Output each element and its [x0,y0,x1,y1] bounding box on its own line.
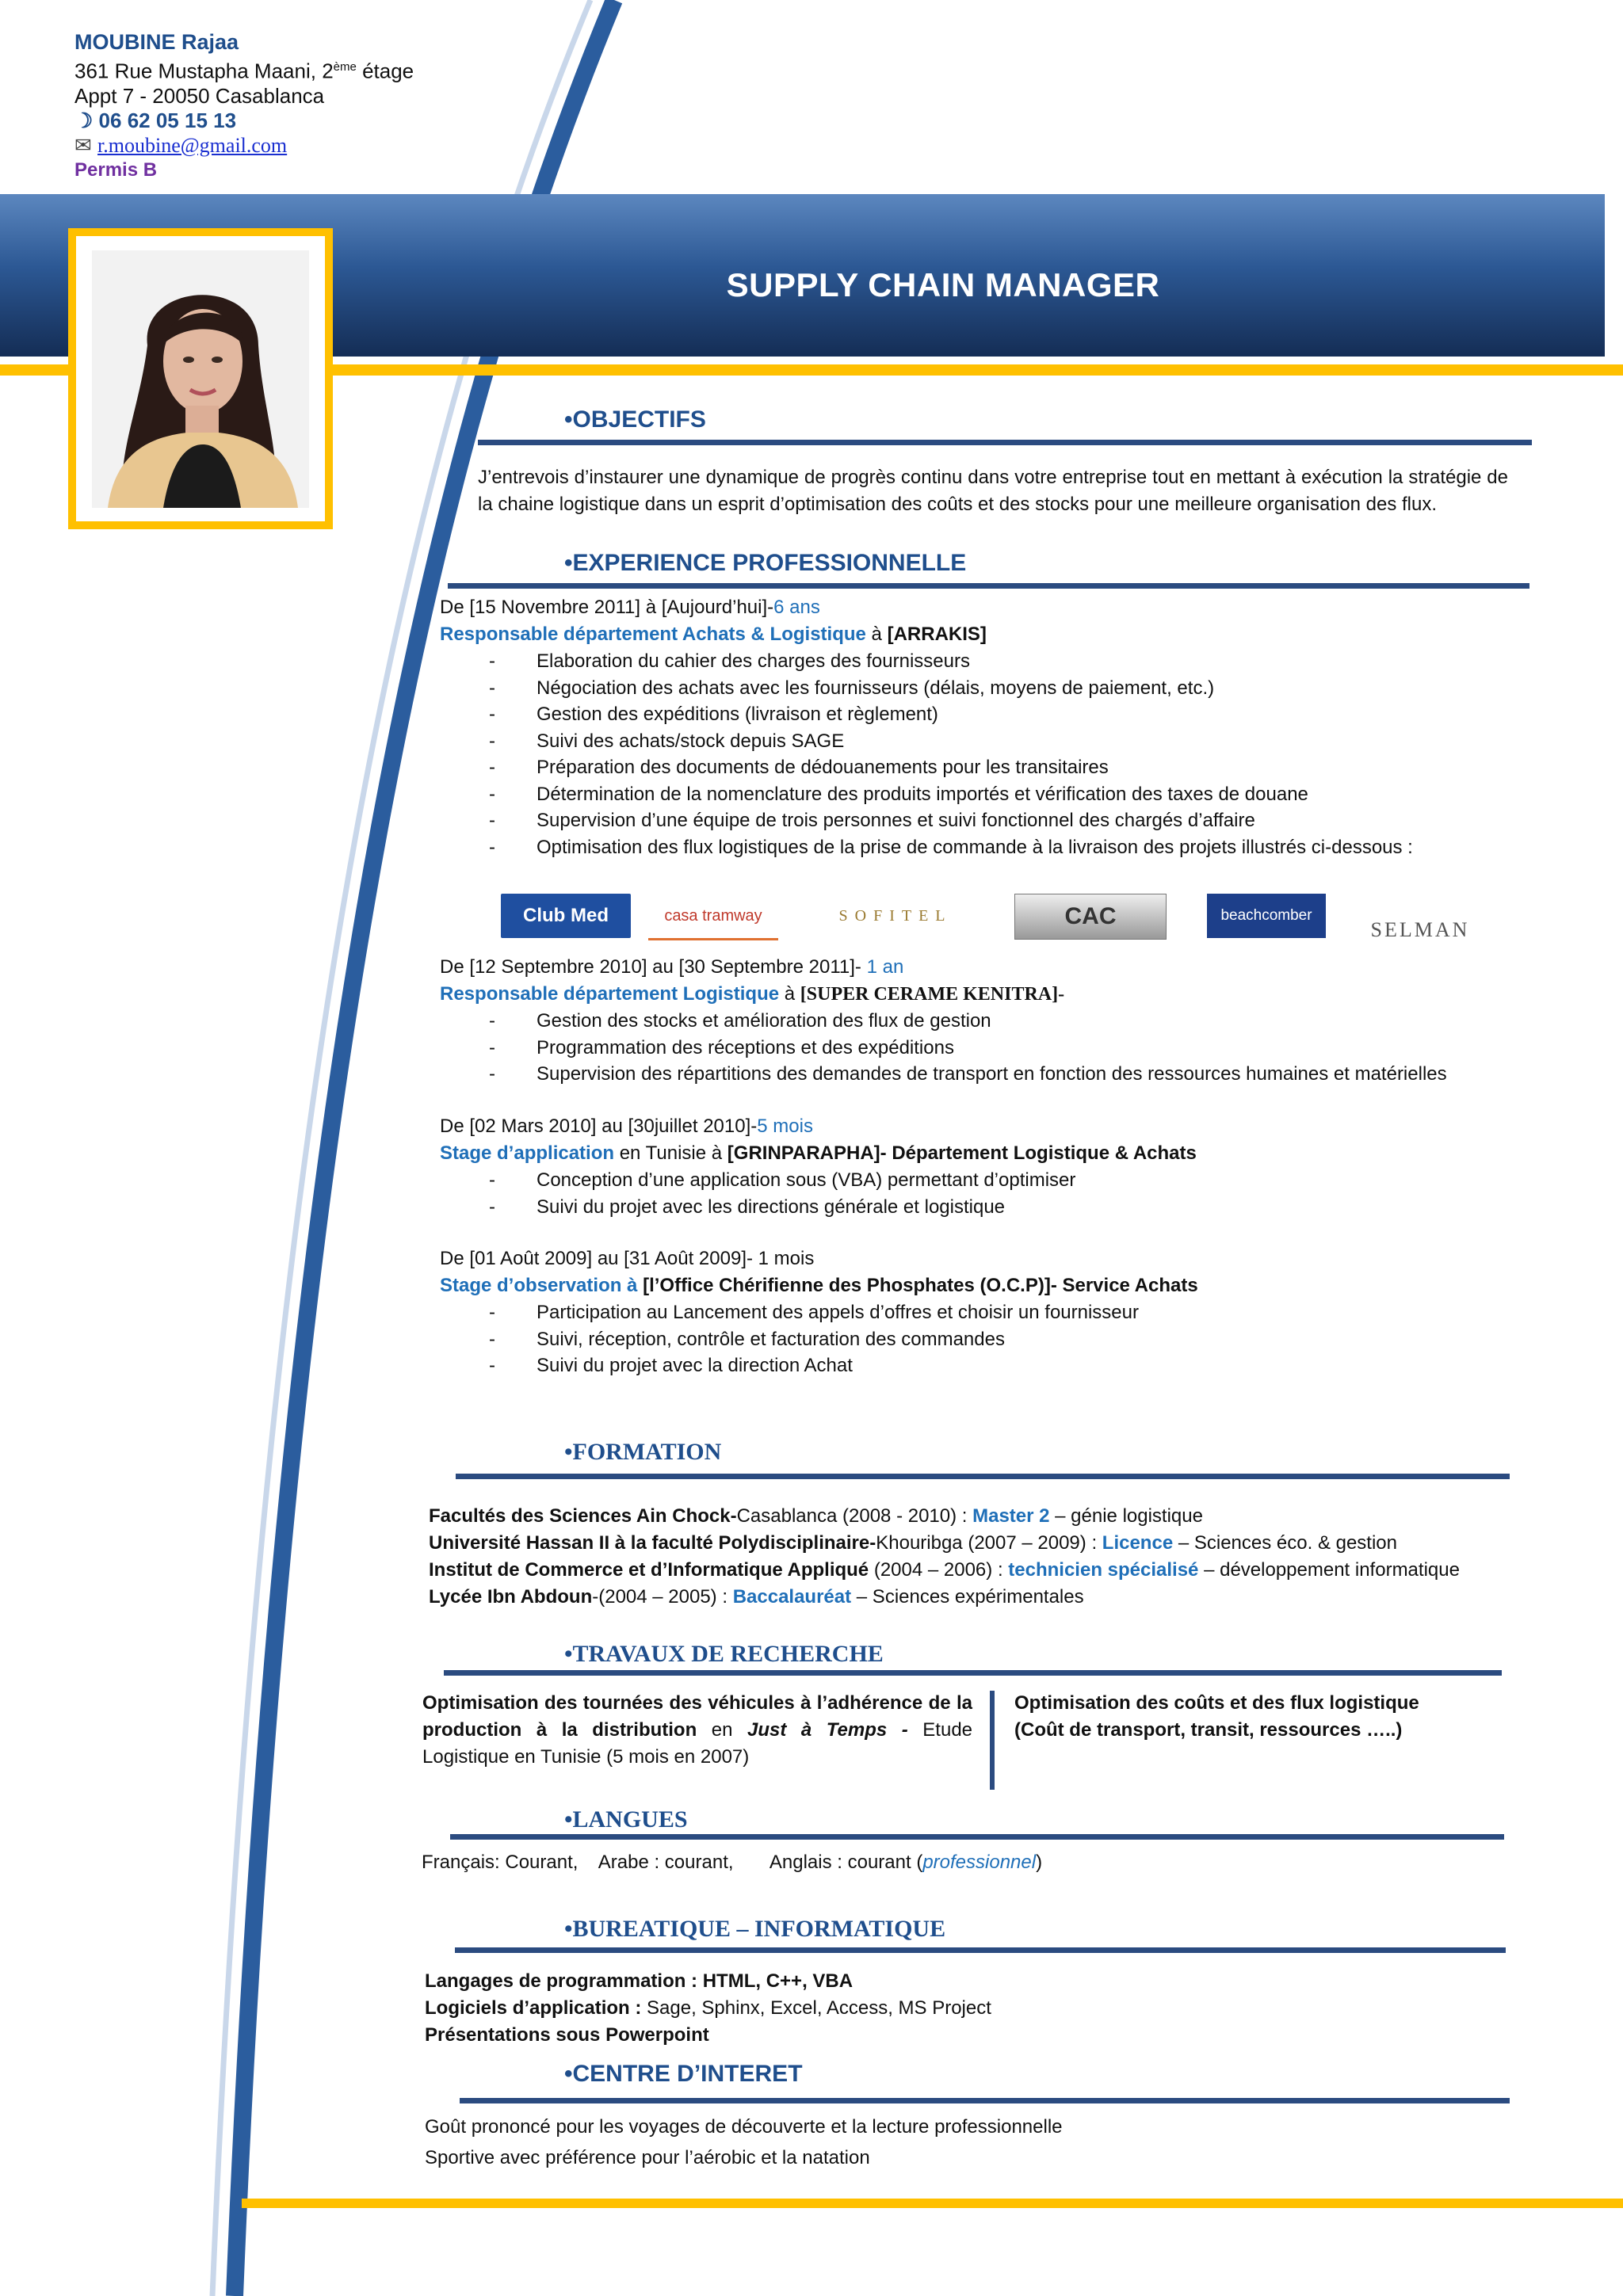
list-item: Institut de Commerce et d’Informatique Appliqué (2004 – 2006) : technicien spécialisé – développement informatique [429,1559,1460,1581]
list-item: - Participation au Lancement des appels d’offres et choisir un fournisseur [440,1299,1549,1326]
job-4 [440,1245,1549,1379]
job-2-role: Responsable département Logistique à [SUPER CERAME KENITRA]- [440,983,1065,1005]
list-item: - Supervision d’une équipe de trois personnes et suivi fonctionnel des chargés d’affaire [440,807,1549,834]
objectifs-heading: •OBJECTIFS [564,406,706,433]
logo-selman: SELMAN [1370,918,1470,941]
list-item: Logiciels d’application : Sage, Sphinx, Excel, Access, MS Project [425,1997,991,2019]
list-item: - Suivi du projet avec la direction Achat [440,1352,1549,1379]
phone-number: 06 62 05 15 13 [98,108,237,132]
logo-beachcomber: beachcomber [1207,894,1326,938]
job-4-role: Stage d’observation à [l’Office Chérifienne des Phosphates (O.C.P)]- Service Achats [440,1275,1198,1296]
formation-rule [456,1474,1510,1479]
job-3-period: De [02 Mars 2010] au [30juillet 2010]-5 mois [440,1116,813,1137]
list-item: Présentations sous Powerpoint [425,2024,709,2046]
langues-rule [450,1834,1504,1840]
list-item: Langages de programmation : HTML, C++, VBA [425,1970,854,1992]
objectifs-rule [478,440,1532,445]
bureatique-list [425,1968,1534,2049]
list-item: - Elaboration du cahier des charges des fournisseurs [440,648,1549,675]
list-item: - Programmation des réceptions et des expéditions [440,1035,1549,1062]
job-1-period: De [15 Novembre 2011] à [Aujourd’hui]-6 ans [440,597,820,618]
profile-photo [92,250,309,508]
job-3-role: Stage d’application en Tunisie à [GRINPARAPHA]- Département Logistique & Achats [440,1142,1197,1164]
recherche-heading: •TRAVAUX DE RECHERCHE [564,1641,884,1667]
job-title: SUPPLY CHAIN MANAGER [726,266,1160,303]
job-4-tasks [440,1299,1549,1379]
list-item: - Gestion des expéditions (livraison et règlement) [440,701,1549,728]
langues-heading: •LANGUES [564,1806,688,1833]
bottom-gold-stripe [242,2199,1623,2208]
interet-heading: •CENTRE D’INTERET [564,2061,803,2087]
experience-heading: •EXPERIENCE PROFESSIONNELLE [564,550,967,576]
list-item: Université Hassan II à la faculté Polydisciplinaire-Khouribga (2007 – 2009) : Licence – Sciences éco. & gestion [429,1532,1398,1554]
list-item: Sportive avec préférence pour l’aérobic et la natation [425,2147,870,2168]
job-1-tasks [440,648,1549,860]
logo-cac: CAC [1014,894,1167,940]
list-item: - Supervision des répartitions des demandes de transport en fonction des ressources humaines et matérielles [440,1061,1549,1088]
formation-list [429,1503,1554,1611]
recherche-divider [990,1691,995,1790]
driving-license: Permis B [74,158,158,181]
job-2-period: De [12 Septembre 2010] au [30 Septembre 2011]- 1 an [440,956,904,978]
job-1-role: Responsable département Achats & Logistique à [ARRAKIS] [440,624,987,645]
list-item: Goût prononcé pour les voyages de découverte et la lecture professionnelle [425,2116,1063,2138]
photo-frame [68,228,333,529]
interet-list [425,2111,1534,2173]
list-item: - Détermination de la nomenclature des produits importés et vérification des taxes de douane [440,781,1549,808]
email-link[interactable]: r.moubine@gmail.com [97,133,288,157]
formation-heading: •FORMATION [564,1439,722,1465]
list-item: - Préparation des documents de dédouanements pour les transitaires [440,754,1549,781]
list-item: - Négociation des achats avec les fournisseurs (délais, moyens de paiement, etc.) [440,675,1549,702]
list-item: - Gestion des stocks et amélioration des flux de gestion [440,1008,1549,1035]
list-item: Lycée Ibn Abdoun-(2004 – 2005) : Baccalauréat – Sciences expérimentales [429,1586,1084,1608]
list-item: - Optimisation des flux logistiques de la prise de commande à la livraison des projets illustrés ci-dessous : [440,834,1549,861]
email-row [74,133,414,158]
objectifs-text: J’entrevois d’instaurer une dynamique de progrès continu dans votre entreprise tout en mettant à exécution la stratégie de la chaine logistique dans un esprit d’optimisation des coûts et des stocks pour une meilleure organisation des flux. [478,467,1508,515]
contact-block [74,30,414,182]
recherche-left: Optimisation des tournées des véhicules à l’adhérence de la production à la distribution en Just à Temps - Etude Logistique en Tunisie (5 mois en 2007) [422,1692,973,1768]
phone-row [74,109,414,133]
address-line-2: Appt 7 - 20050 Casablanca [74,83,325,108]
list-item: - Suivi, réception, contrôle et facturation des commandes [440,1326,1549,1353]
candidate-name: MOUBINE Rajaa [74,30,239,54]
phone-icon: ☽ [74,108,94,132]
recherche-right: Optimisation des coûts et des flux logistique (Coût de transport, transit, ressources …..) [1014,1692,1419,1741]
interet-rule [460,2098,1510,2103]
address-line-1: 361 Rue Mustapha Maani, 2ème étage [74,59,414,83]
list-item: - Suivi du projet avec les directions générale et logistique [440,1194,1549,1221]
job-2 [440,954,1549,1088]
logo-casa-tramway: casa tramway [648,894,778,940]
langues-text: Français: Courant, Arabe : courant, Anglais : courant (professionnel) [422,1852,1043,1873]
list-item: - Suivi des achats/stock depuis SAGE [440,728,1549,755]
job-2-tasks [440,1008,1549,1088]
job-1 [440,594,1549,860]
list-item: - Conception d’une application sous (VBA) permettant d’optimiser [440,1167,1549,1194]
job-3-tasks [440,1167,1549,1220]
logo-clubmed: Club Med [501,894,631,938]
list-item: Facultés des Sciences Ain Chock-Casablanca (2008 - 2010) : Master 2 – génie logistique [429,1505,1203,1527]
job-4-period: De [01 Août 2009] au [31 Août 2009]- 1 mois [440,1248,815,1269]
logo-sofitel: SOFITEL [838,906,953,925]
envelope-icon: ✉ [74,132,92,157]
recherche-rule [444,1670,1502,1676]
bureatique-heading: •BUREATIQUE – INFORMATIQUE [564,1916,946,1942]
experience-rule [448,583,1529,589]
bureatique-rule [455,1947,1506,1953]
job-3 [440,1113,1549,1220]
